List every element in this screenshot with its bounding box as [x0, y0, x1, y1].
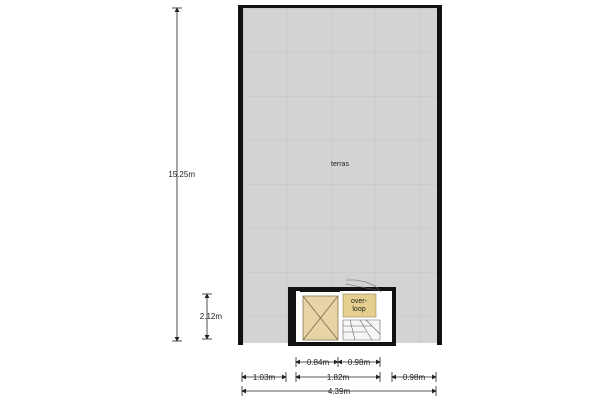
left-wall	[238, 5, 243, 345]
center-width-label: 1.82m	[326, 373, 350, 382]
dimension-total-height	[168, 8, 195, 341]
landing-label-line1: over-	[351, 298, 367, 305]
terrace-label: terras	[331, 161, 349, 168]
total-width-label: 4.39m	[327, 387, 351, 396]
dimension-row-segments	[242, 372, 436, 382]
dimension-stair-height	[200, 294, 223, 339]
dimension-row-stair	[296, 357, 380, 367]
top-wall	[238, 5, 442, 8]
total-height-label: 15.25m	[168, 170, 195, 179]
landing-label-line2: loop	[352, 306, 366, 313]
dimension-total-width	[242, 386, 436, 396]
right-wall	[437, 5, 442, 345]
left-margin-label: 1.03m	[252, 373, 276, 382]
stair-height-label: 2.12m	[199, 312, 222, 321]
stair-block	[288, 280, 396, 346]
right-margin-label: 0.98m	[402, 373, 426, 382]
stair-width-left-label: 0.84m	[306, 358, 330, 367]
stair-width-right-label: 0.98m	[347, 358, 371, 367]
